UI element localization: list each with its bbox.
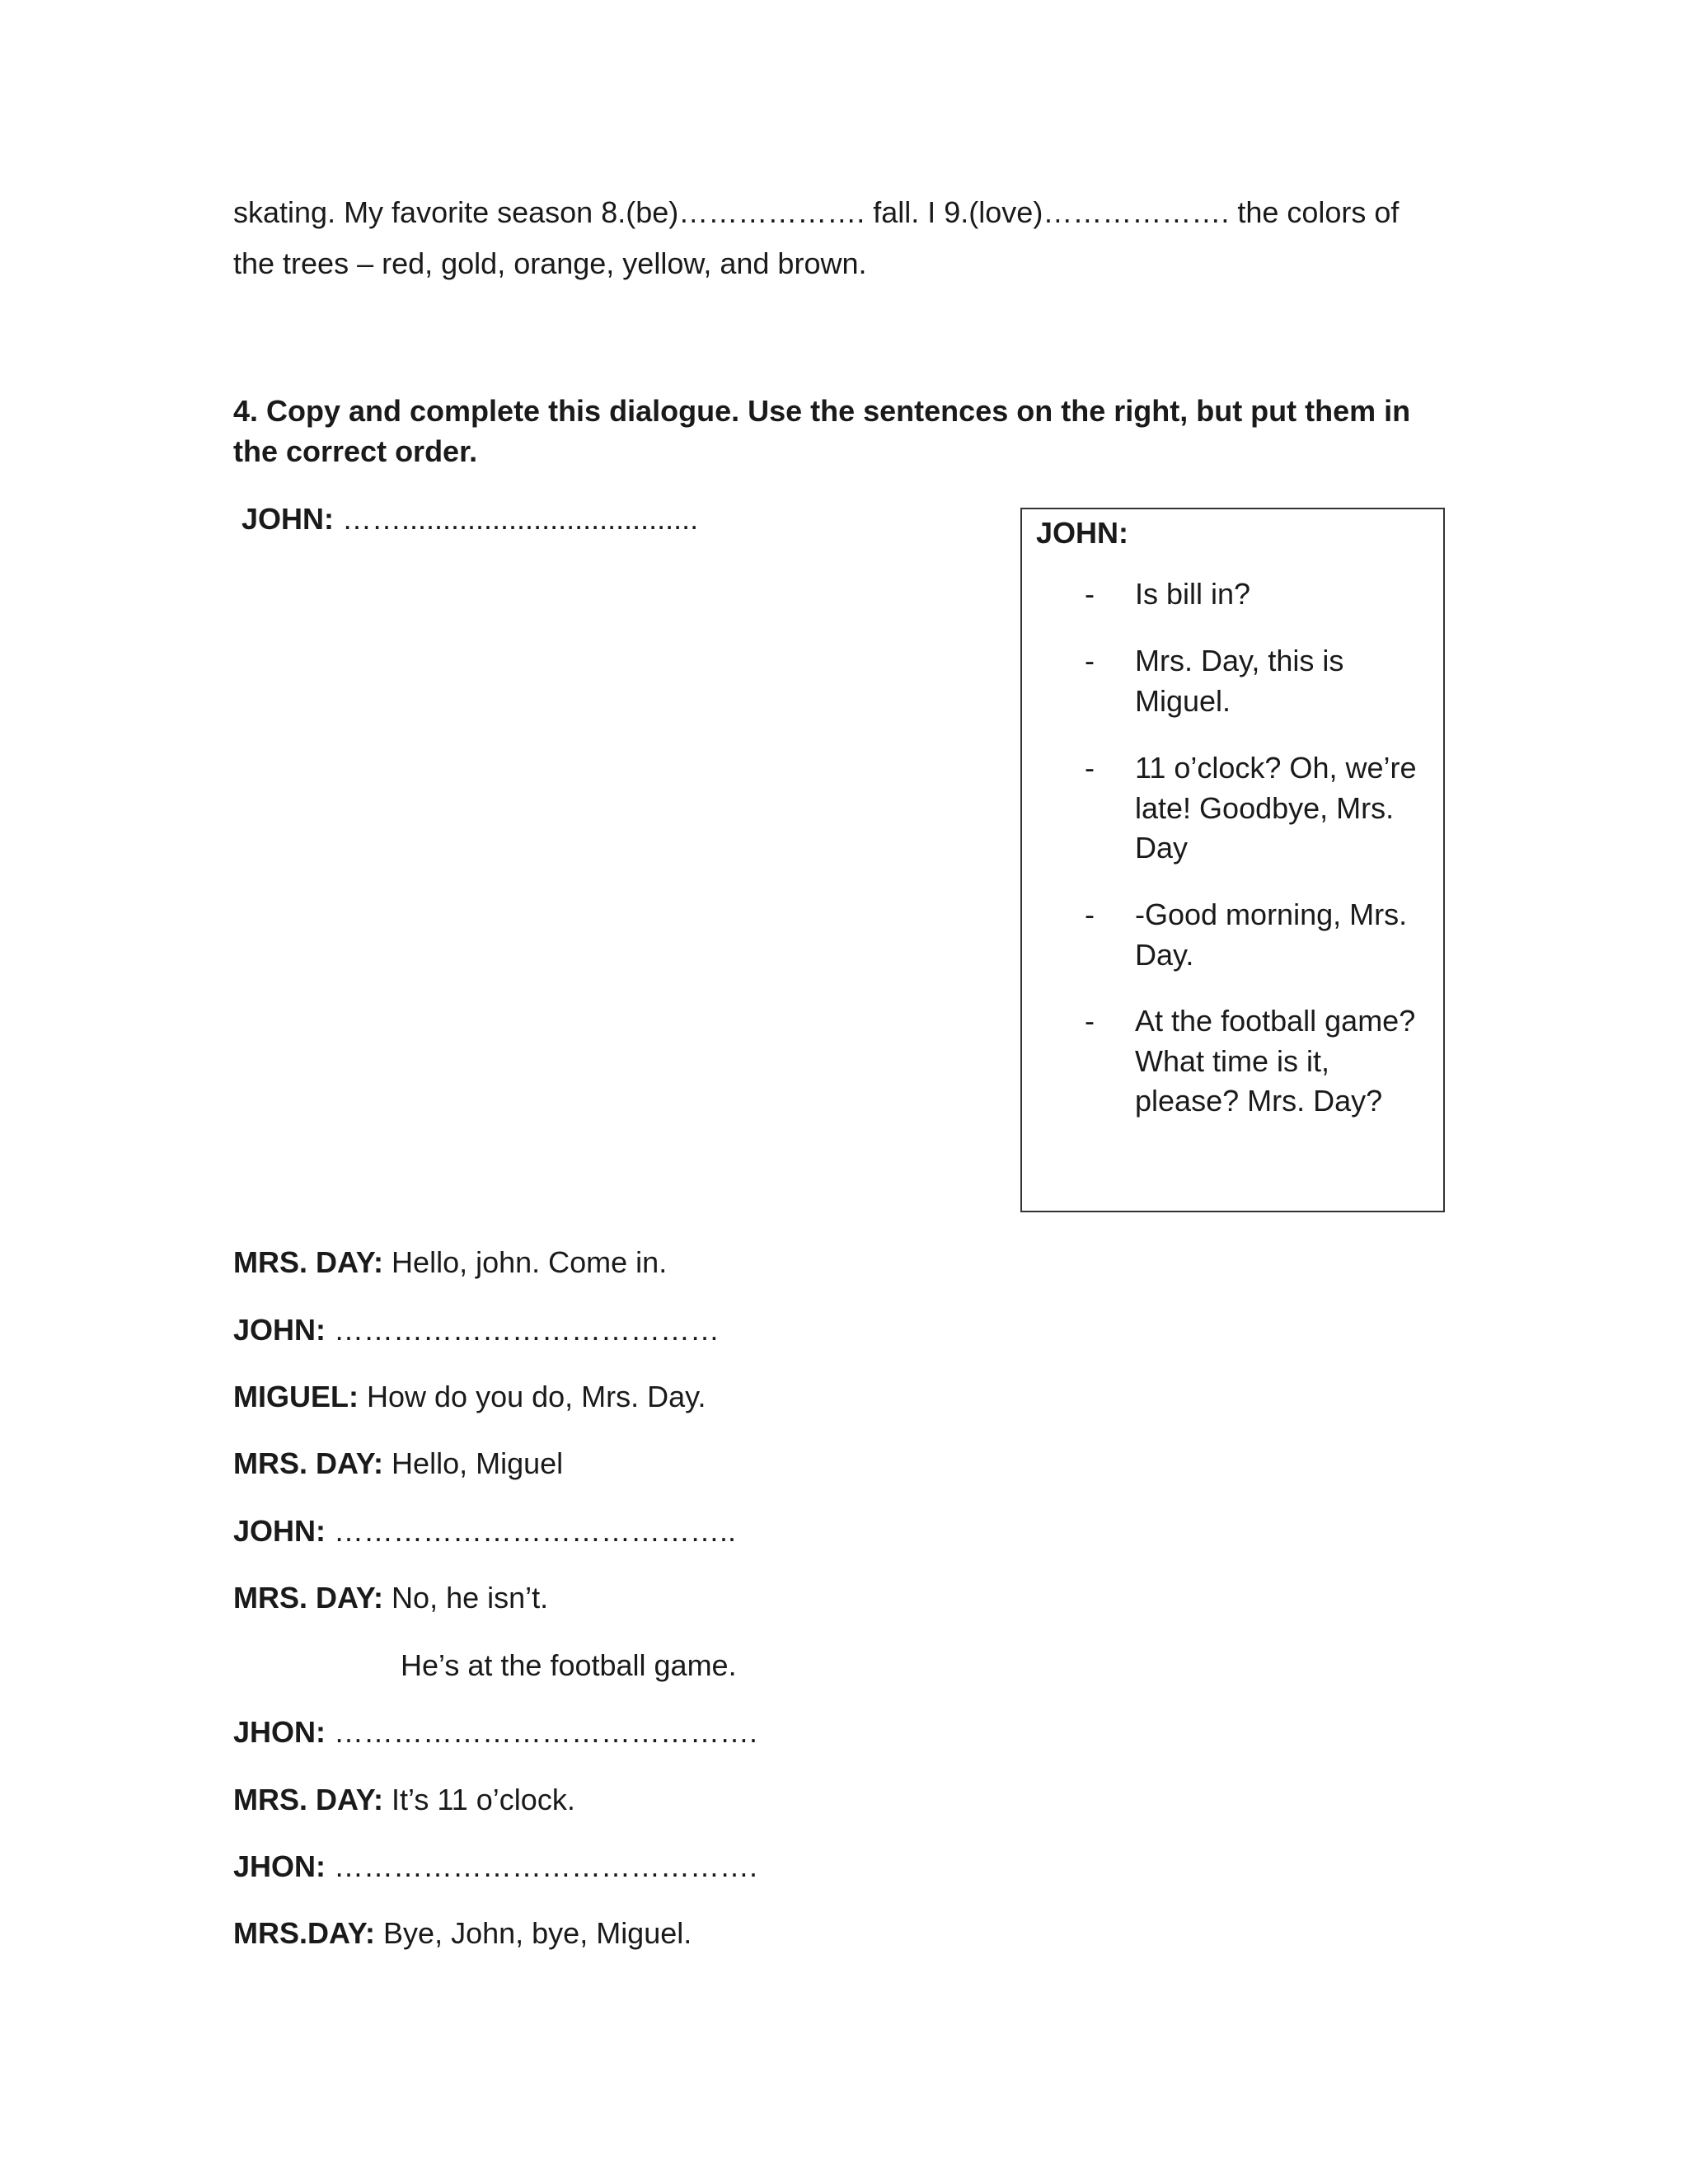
bullet-dash: - (1085, 644, 1095, 677)
dialogue-line (233, 1310, 720, 1350)
speaker-label: MRS. DAY: (233, 1446, 384, 1480)
speaker-label: JOHN: (233, 1514, 326, 1548)
dialogue-line (233, 1511, 736, 1551)
sentence-text: Is bill in? (1135, 577, 1251, 611)
sentence-text: At the football game? What time is it, please? Mrs. Day? (1135, 1004, 1416, 1118)
speaker-label: JHON: (233, 1849, 326, 1883)
intro-line-1: skating. My favorite season 8.(be)………………. fall. I 9.(love)………………. the colors of (233, 195, 1400, 229)
intro-line-2: the trees – red, gold, orange, yellow, and brown. (233, 246, 867, 280)
sentence-text: Mrs. Day, this is Miguel. (1135, 644, 1344, 718)
sentence-box-title: JOHN: (1036, 516, 1129, 550)
dialogue-text: Hello, john. Come in. (392, 1245, 668, 1279)
dialogue-line (233, 1444, 563, 1483)
dialogue-text: Bye, John, bye, Miguel. (383, 1916, 692, 1950)
dialogue-line (233, 1578, 548, 1618)
answer-blank: ……………………………………. (334, 1715, 758, 1749)
bullet-dash: - (1085, 751, 1095, 785)
dialogue-line (233, 1914, 692, 1953)
dialogue-continuation (401, 1646, 737, 1685)
dialogue-text: No, he isn’t. (392, 1581, 549, 1615)
dialogue-line-first (241, 499, 698, 539)
speaker-label: JOHN: (233, 1313, 326, 1347)
dialogue-line (233, 1713, 757, 1752)
sentence-text: -Good morning, Mrs. Day. (1135, 898, 1408, 972)
dialogue-line (233, 1243, 667, 1282)
bullet-dash: - (1085, 898, 1095, 931)
dialogue-text: Hello, Miguel (392, 1446, 564, 1480)
sentence-box (1020, 508, 1445, 1212)
dialogue-text: It’s 11 o’clock. (392, 1783, 575, 1816)
speaker-label: MIGUEL: (233, 1380, 359, 1413)
speaker-label: MRS.DAY: (233, 1916, 376, 1950)
answer-blank: ……………………………………. (334, 1849, 758, 1883)
answer-blank: …….................................... (342, 502, 699, 536)
answer-blank: ………………………………… (334, 1313, 720, 1347)
bullet-dash: - (1085, 1004, 1095, 1038)
exercise-heading: 4. Copy and complete this dialogue. Use the sentences on the right, but put them in the correct order. (233, 394, 1411, 468)
answer-blank: ………………………………….. (334, 1514, 737, 1548)
speaker-label: JHON: (233, 1715, 326, 1749)
speaker-label: JOHN: (241, 502, 335, 536)
bullet-dash: - (1085, 577, 1095, 611)
dialogue-line (233, 1847, 757, 1886)
speaker-label: MRS. DAY: (233, 1581, 384, 1615)
dialogue-text: How do you do, Mrs. Day. (367, 1380, 706, 1413)
speaker-label: MRS. DAY: (233, 1783, 384, 1816)
dialogue-line (233, 1780, 575, 1820)
speaker-label: MRS. DAY: (233, 1245, 384, 1279)
dialogue-text: He’s at the football game. (401, 1648, 737, 1682)
dialogue-line (233, 1377, 706, 1417)
sentence-text: 11 o’clock? Oh, we’re late! Goodbye, Mrs. Day (1135, 751, 1417, 865)
